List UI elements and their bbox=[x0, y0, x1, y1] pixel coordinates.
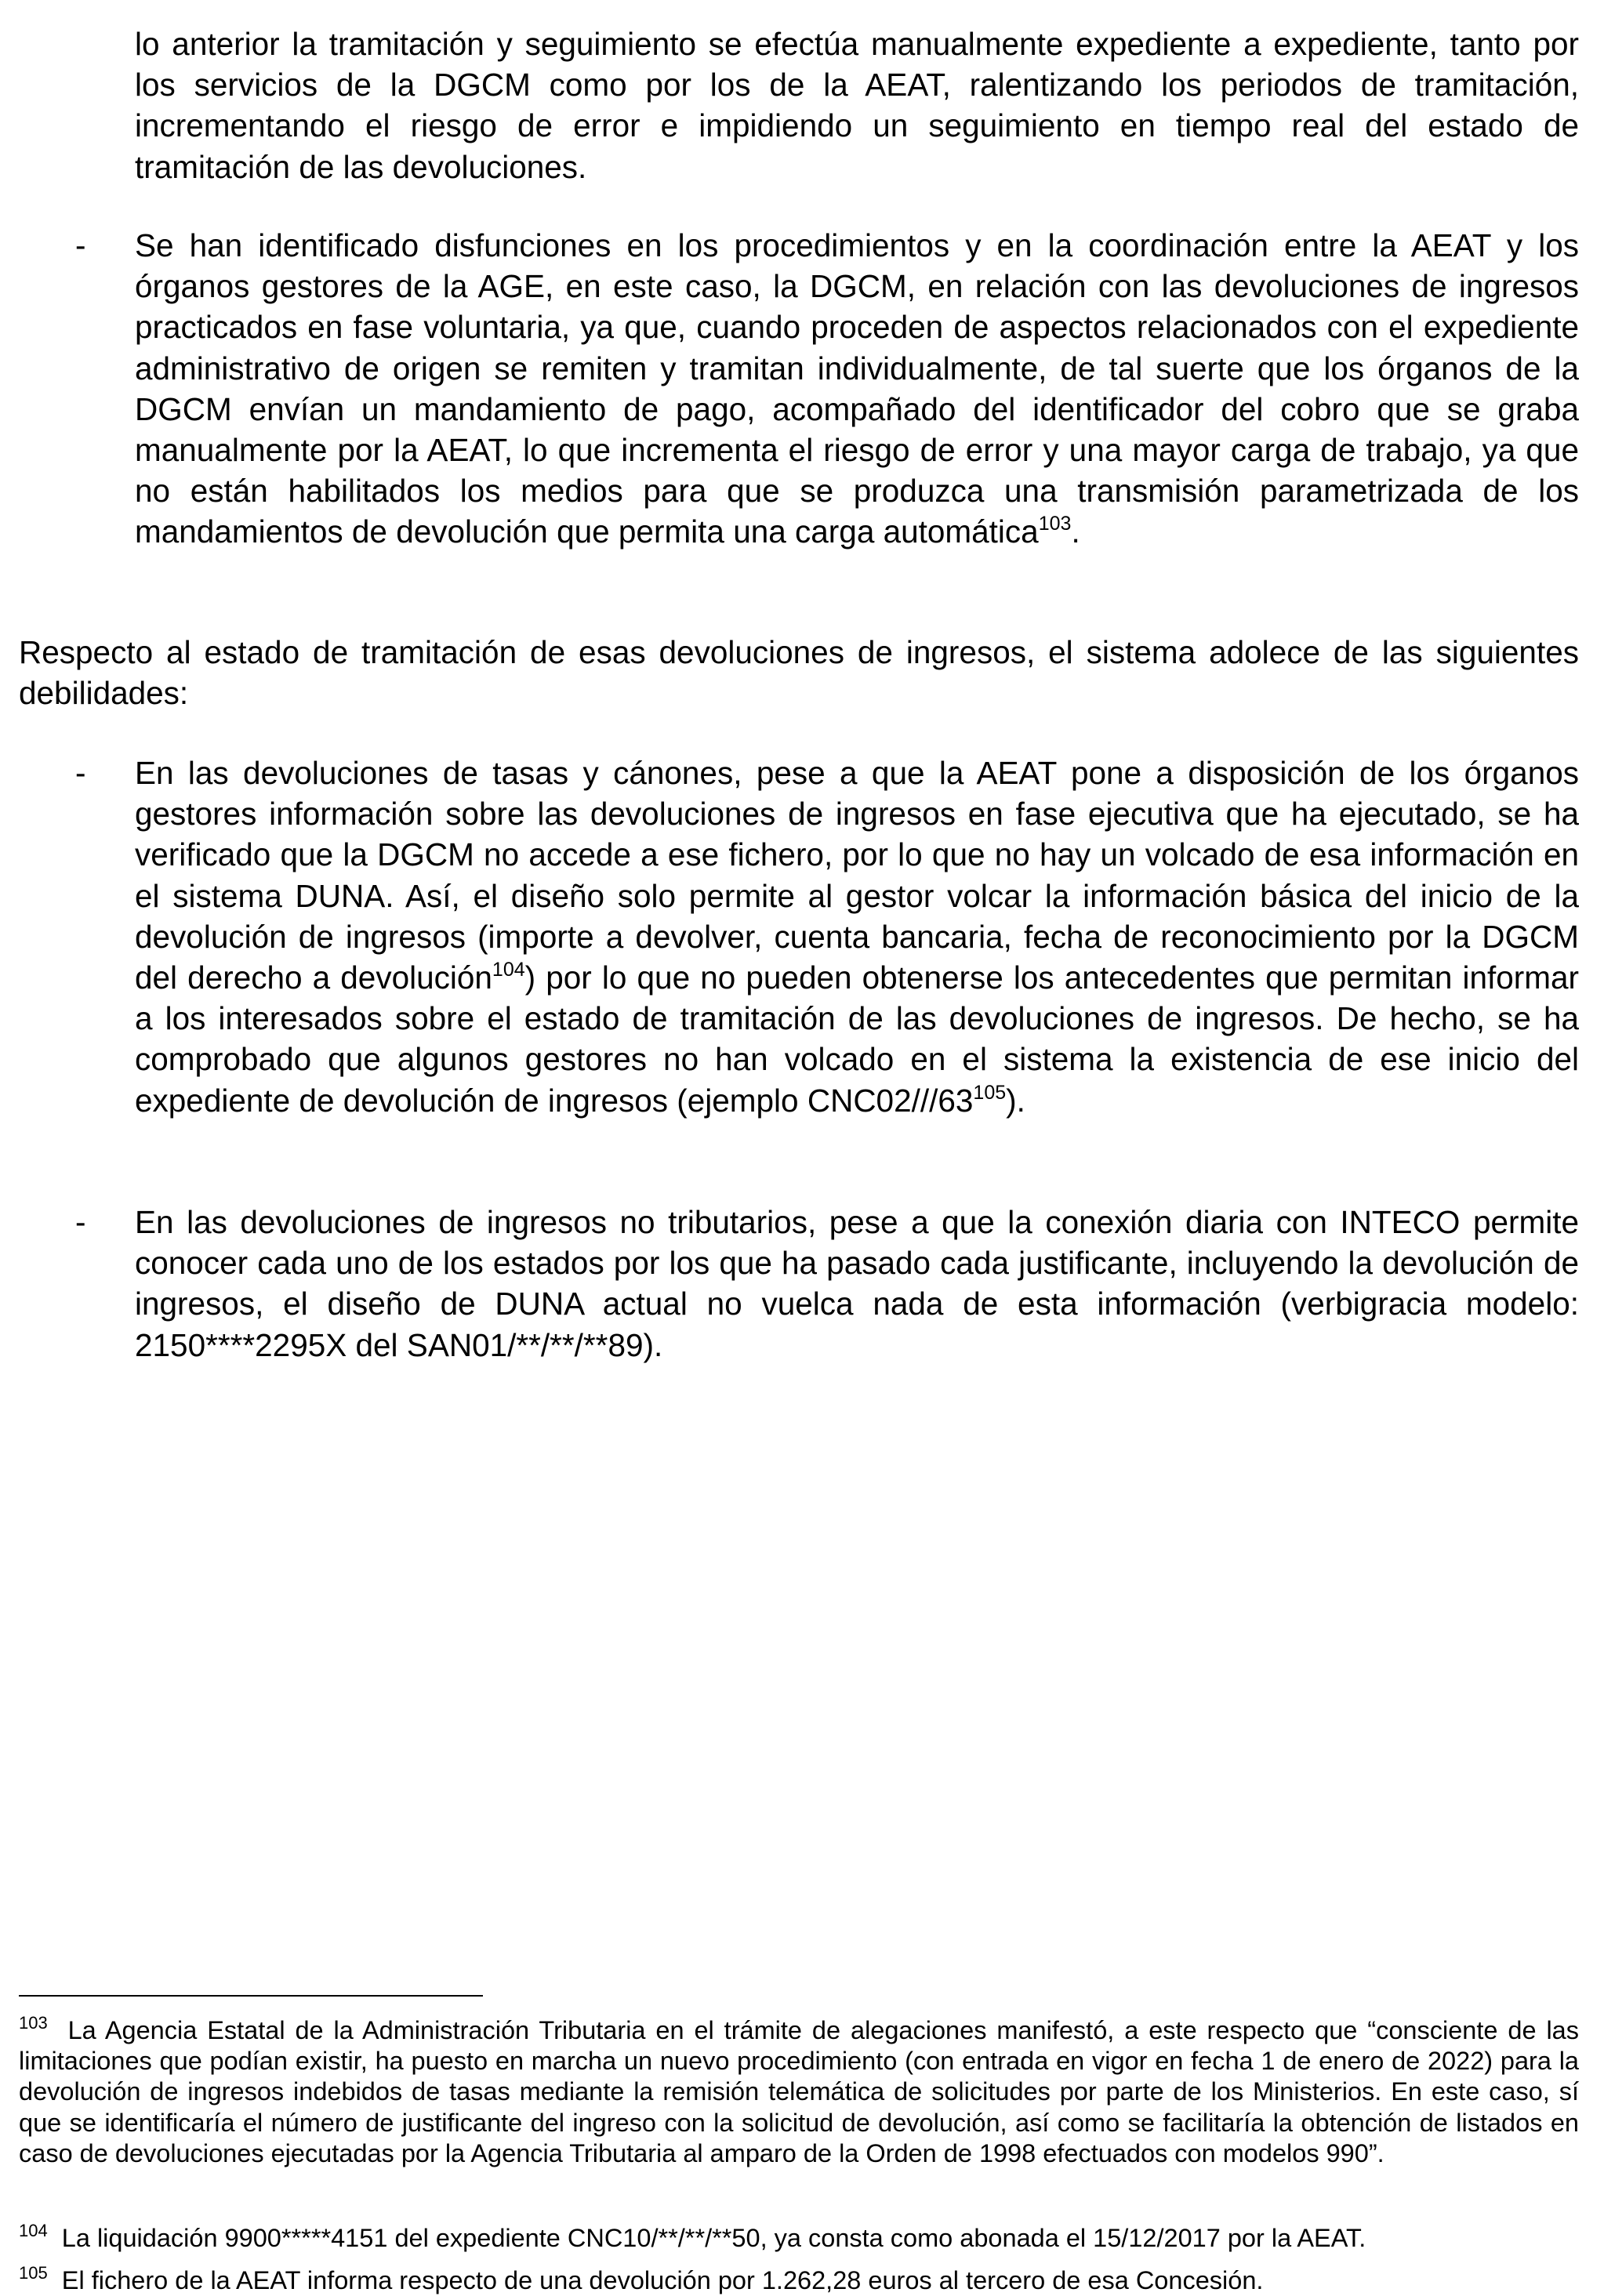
list-item-ingresos-no-tributarios bbox=[135, 1202, 1579, 1366]
list-item-marker: - bbox=[75, 1204, 86, 1240]
footnote-text: La liquidación 9900*****4151 del expediente CNC10/**/**/**50, ya consta como abonada el 15/12/2017 por la AEAT. bbox=[61, 2224, 1366, 2252]
footnote-number: 103 bbox=[19, 2013, 48, 2033]
intro-continuation-text: lo anterior la tramitación y seguimiento se efectúa manualmente expediente a expediente, tanto por los servicios de la DGCM como por los de la AEAT, ralentizando los periodos de tramitación, incrementando el riesgo de error e impidiendo un seguimiento en tiempo real del estado de tramitación de las devoluciones. bbox=[135, 26, 1579, 185]
footnote-text: El fichero de la AEAT informa respecto de una devolución por 1.262,28 euros al tercero de esa Concesión. bbox=[61, 2266, 1264, 2294]
list-item-text-end: ). bbox=[1006, 1082, 1025, 1119]
list-item-tasas-canones bbox=[135, 753, 1579, 1121]
footnote-103 bbox=[19, 2015, 1579, 2169]
footnote-text: La Agencia Estatal de la Administración Tributaria en el trámite de alegaciones manifestó, a este respecto que “consciente de las limitaciones que podían existir, ha puesto en marcha un nuevo procedimiento (con entrada en vigor en fecha 1 de enero de 2022) para la devolución de ingresos indebidos de tasas mediante la remisión telemática de solicitudes por parte de los Ministerios. En este caso, sí que se identificaría el número de justificante del ingreso con la solicitud de devolución, así como se facilitaría la obtención de listados en caso de devoluciones ejecutadas por la Agencia Tributaria al amparo de la Orden de 1998 efectuados con modelos 990”. bbox=[19, 2016, 1579, 2167]
list-item-text-end: . bbox=[1071, 513, 1080, 550]
list-item-disfunciones bbox=[135, 225, 1579, 553]
footnote-ref-104[interactable]: 104 bbox=[492, 959, 525, 981]
list-item-text: En las devoluciones de ingresos no tributarios, pese a que la conexión diaria con INTECO permite conocer cada uno de los estados por los que ha pasado cada justificante, incluyendo la devolución de ingresos, el diseño de DUNA actual no vuelca nada de esta información (verbigracia modelo: 2150****2295X del SAN01/**/**/**89). bbox=[135, 1204, 1579, 1363]
list-item-text: En las devoluciones de tasas y cánones, pese a que la AEAT pone a disposición de los órganos gestores información sobre las devoluciones de ingresos en fase ejecutiva que ha ejecutado, se ha verificado que la DGCM no accede a ese fichero, por lo que no hay un volcado de esa información en el sistema DUNA. Así, el diseño solo permite al gestor volcar la información básica del inicio de la devolución de ingresos (importe a devolver, cuenta bancaria, fecha de reconocimiento por la DGCM del derecho a devolución bbox=[135, 755, 1579, 996]
footnote-104 bbox=[19, 2223, 1579, 2254]
list-item-marker: - bbox=[75, 227, 86, 263]
footnote-ref-105[interactable]: 105 bbox=[973, 1081, 1007, 1104]
footnote-ref-103[interactable]: 103 bbox=[1038, 513, 1072, 535]
footnote-number: 105 bbox=[19, 2263, 48, 2283]
intro-continuation-paragraph bbox=[135, 24, 1579, 187]
list-item-text-continued: ) por lo que no pueden obtenerse los antecedentes que permitan informar a los interesados sobre el estado de tramitación de las devoluciones de ingresos. De hecho, se ha comprobado que algunos gestores no han volcado en el sistema la existencia de ese inicio del expediente de devolución de ingresos (ejemplo CNC02///63 bbox=[135, 959, 1579, 1119]
footnote-number: 104 bbox=[19, 2221, 48, 2240]
debilidades-intro-text: Respecto al estado de tramitación de esas devoluciones de ingresos, el sistema adolece de las siguientes debilidades: bbox=[19, 634, 1579, 712]
list-item-text: Se han identificado disfunciones en los procedimientos y en la coordinación entre la AEAT y los órganos gestores de la AGE, en este caso, la DGCM, en relación con las devoluciones de ingresos practicados en fase voluntaria, ya que, cuando proceden de aspectos relacionados con el expediente administrativo de origen se remiten y tramitan individualmente, de tal suerte que los órganos de la DGCM envían un mandamiento de pago, acompañado del identificador del cobro que se graba manualmente por la AEAT, lo que incrementa el riesgo de error y una mayor carga de trabajo, ya que no están habilitados los medios para que se produzca una transmisión parametrizada de los mandamientos de devolución que permita una carga automática bbox=[135, 227, 1579, 550]
list-item-marker: - bbox=[75, 755, 86, 791]
debilidades-intro-paragraph bbox=[19, 632, 1579, 713]
footnote-105 bbox=[19, 2265, 1579, 2296]
footnote-separator bbox=[19, 1995, 483, 1997]
